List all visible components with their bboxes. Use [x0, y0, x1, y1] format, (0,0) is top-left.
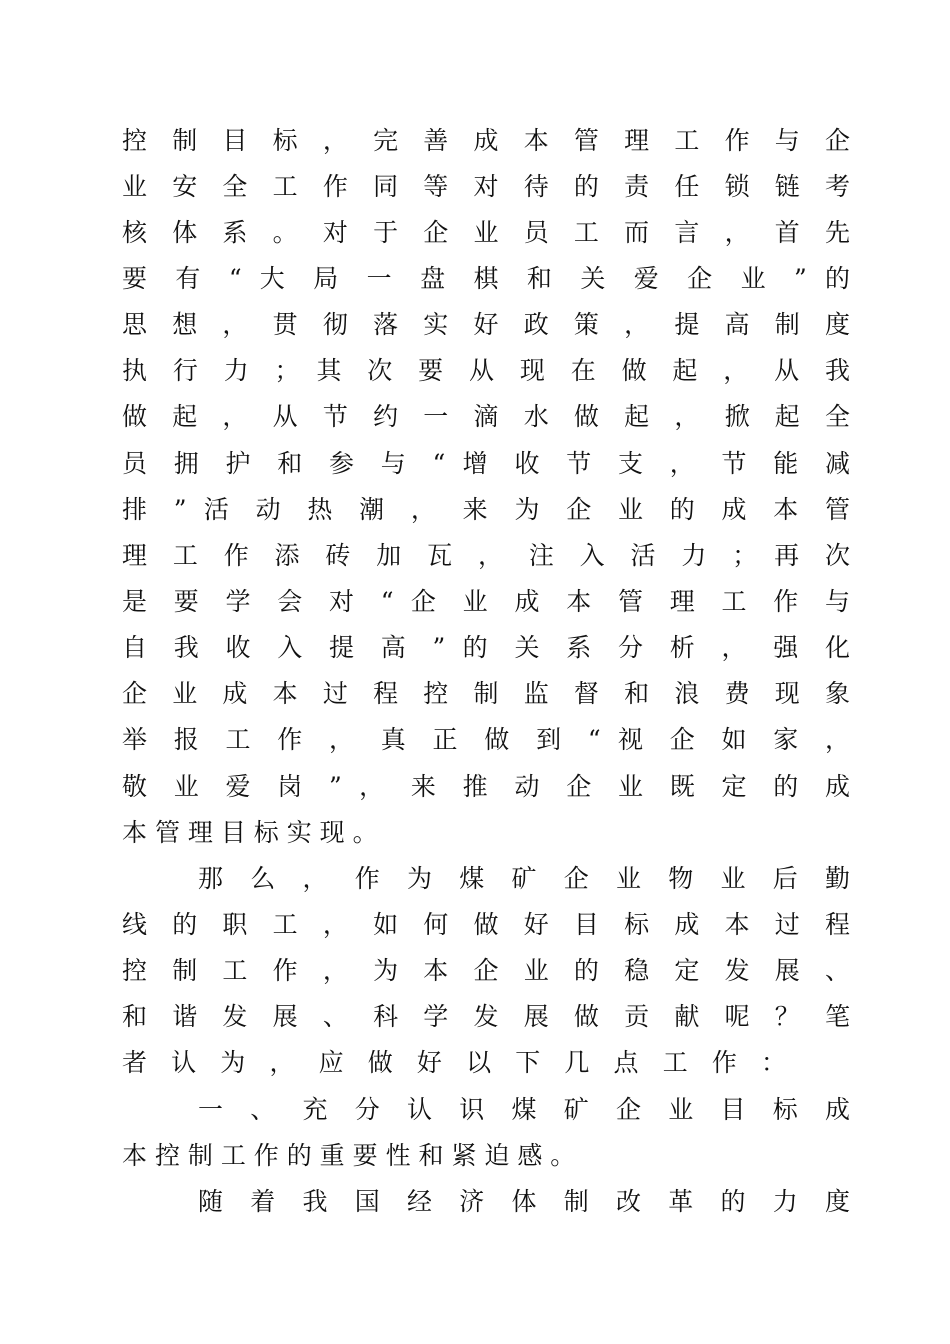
section-heading-line: 本 控 制 工 作 的 重 要 性 和 紧 迫 感 。: [122, 1141, 576, 1170]
text-line: 理 工 作 添 砖 加 瓦 ， 注 入 活 力 ； 再 次: [122, 541, 850, 570]
paragraph-first-line: 那 么 ， 作 为 煤 矿 企 业 物 业 后 勤: [198, 864, 850, 893]
text-line: 线 的 职 工 ， 如 何 做 好 目 标 成 本 过 程: [122, 910, 850, 939]
text-line: 控 制 工 作 ， 为 本 企 业 的 稳 定 发 展 、: [122, 956, 850, 985]
text-line: 排 ” 活 动 热 潮 ， 来 为 企 业 的 成 本 管: [122, 495, 850, 524]
paragraph-first-line: 随 着 我 国 经 济 体 制 改 革 的 力 度: [198, 1187, 850, 1216]
text-line: 思 想 ， 贯 彻 落 实 好 政 策 ， 提 高 制 度: [122, 310, 850, 339]
text-line: 者 认 为 ， 应 做 好 以 下 几 点 工 作 ：: [122, 1048, 786, 1077]
text-line: 执 行 力 ； 其 次 要 从 现 在 做 起 ， 从 我: [122, 356, 850, 385]
section-heading-line: 一 、 充 分 认 识 煤 矿 企 业 目 标 成: [198, 1095, 850, 1124]
text-line: 是 要 学 会 对 “ 企 业 成 本 管 理 工 作 与: [122, 587, 850, 616]
text-line: 自 我 收 入 提 高 ” 的 关 系 分 析 ， 强 化: [122, 633, 850, 662]
text-line: 做 起 ， 从 节 约 一 滴 水 做 起 ， 掀 起 全: [122, 402, 850, 431]
text-line: 核 体 系 。 对 于 企 业 员 工 而 言 ， 首 先: [122, 218, 850, 247]
text-line: 举 报 工 作 ， 真 正 做 到 “ 视 企 如 家 ，: [122, 725, 850, 754]
text-line: 业 安 全 工 作 同 等 对 待 的 责 任 锁 链 考: [122, 172, 850, 201]
text-line: 敬 业 爱 岗 ” ， 来 推 动 企 业 既 定 的 成: [122, 772, 850, 801]
text-line: 员 拥 护 和 参 与 “ 增 收 节 支 ， 节 能 减: [122, 449, 850, 478]
text-line: 控 制 目 标 ， 完 善 成 本 管 理 工 作 与 企: [122, 126, 850, 155]
text-line: 企 业 成 本 过 程 控 制 监 督 和 浪 费 现 象: [122, 679, 850, 708]
text-line: 本 管 理 目 标 实 现 。: [122, 818, 378, 847]
text-line: 和 谐 发 展 、 科 学 发 展 做 贡 献 呢 ？ 笔: [122, 1002, 850, 1031]
text-line: 要 有 “ 大 局 一 盘 棋 和 关 爱 企 业 ” 的: [122, 264, 850, 293]
